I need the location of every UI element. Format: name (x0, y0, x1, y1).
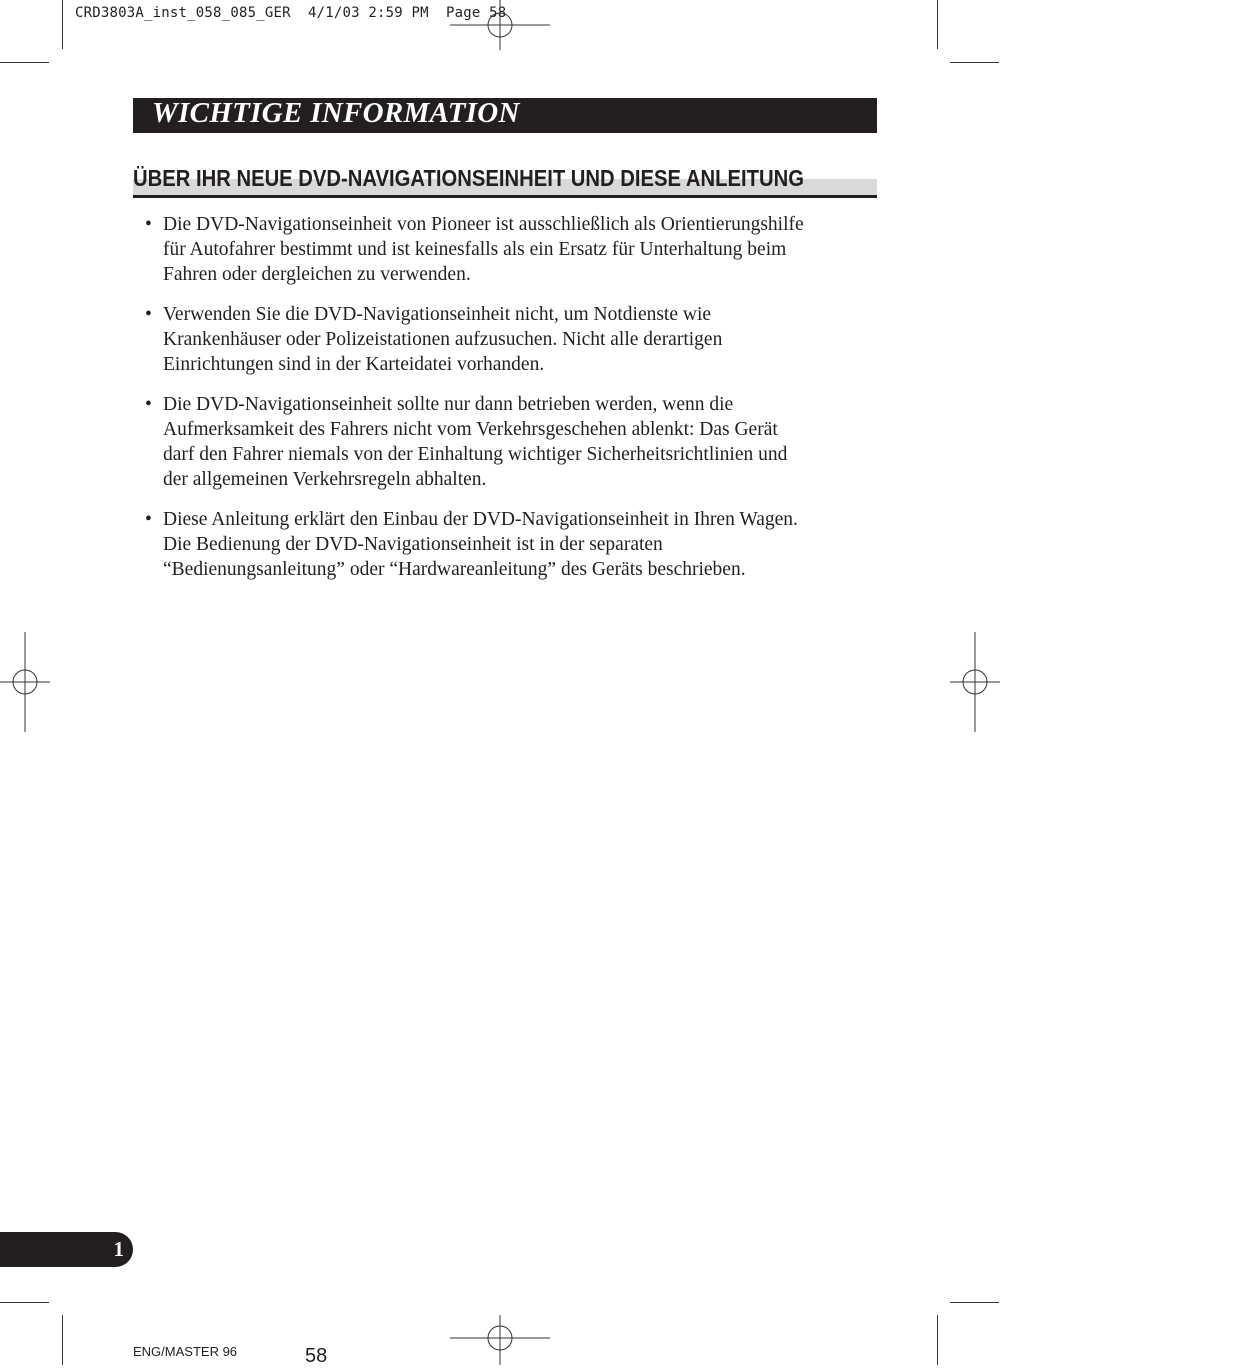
page-number: 58 (305, 1345, 328, 1367)
registration-mark-top (450, 0, 550, 50)
bullet-icon: • (145, 509, 152, 530)
bullet-text-line: Fahren oder dergleichen zu verwenden. (163, 264, 471, 285)
bullet-icon: • (145, 304, 152, 325)
list-item (145, 302, 865, 377)
bullet-text-line: “Bedienungsanleitung” oder “Hardwareanleitung” des Geräts beschrieben. (163, 559, 746, 580)
bullet-icon: • (145, 394, 152, 415)
chapter-tab (0, 1232, 133, 1267)
bullet-text-line: Aufmerksamkeit des Fahrers nicht vom Verkehrsgeschehen ablenkt: Das Gerät (163, 419, 778, 440)
bullet-icon: • (145, 214, 152, 235)
chapter-number: 1 (113, 1237, 124, 1261)
footer-master-label: ENG/MASTER 96 (133, 1344, 238, 1359)
bullet-text-line: Diese Anleitung erklärt den Einbau der DVD-Navigationseinheit in Ihren Wagen. (163, 509, 798, 530)
bullet-text-line: Die DVD-Navigationseinheit von Pioneer ist ausschließlich als Orientierungshilfe (163, 214, 804, 235)
subsection-title: ÜBER IHR NEUE DVD-NAVIGATIONSEINHEIT UND DIESE ANLEITUNG (133, 165, 804, 191)
bullet-text-line: für Autofahrer bestimmt und ist keinesfalls als ein Ersatz für Unterhaltung beim (163, 239, 787, 260)
subsection-heading (133, 163, 877, 197)
bullet-text-line: Einrichtungen sind in der Karteidatei vorhanden. (163, 354, 545, 375)
section-banner (133, 98, 877, 133)
info-bullet-list (145, 212, 865, 597)
bullet-text-line: Krankenhäuser oder Polizeistationen aufzusuchen. Nicht alle derartigen (163, 329, 723, 350)
print-slug: CRD3803A_inst_058_085_GER 4/1/03 2:59 PM Page 58 (75, 5, 507, 21)
registration-mark-left (0, 632, 50, 732)
bullet-text-line: Die DVD-Navigationseinheit sollte nur dann betrieben werden, wenn die (163, 394, 734, 415)
bullet-text-line: darf den Fahrer niemals von der Einhaltung wichtiger Sicherheitsrichtlinien und (163, 444, 788, 465)
bullet-text-line: der allgemeinen Verkehrsregeln abhalten. (163, 469, 487, 490)
registration-mark-right (950, 632, 1000, 732)
section-title: WICHTIGE INFORMATION (152, 97, 520, 129)
bullet-text-line: Verwenden Sie die DVD-Navigationseinheit nicht, um Notdienste wie (163, 304, 712, 325)
list-item (145, 212, 865, 287)
bullet-text-line: Die Bedienung der DVD-Navigationseinheit ist in der separaten (163, 534, 663, 555)
list-item (145, 507, 865, 582)
registration-mark-bottom (450, 1315, 550, 1365)
heading-rule (133, 195, 877, 198)
list-item (145, 392, 865, 492)
